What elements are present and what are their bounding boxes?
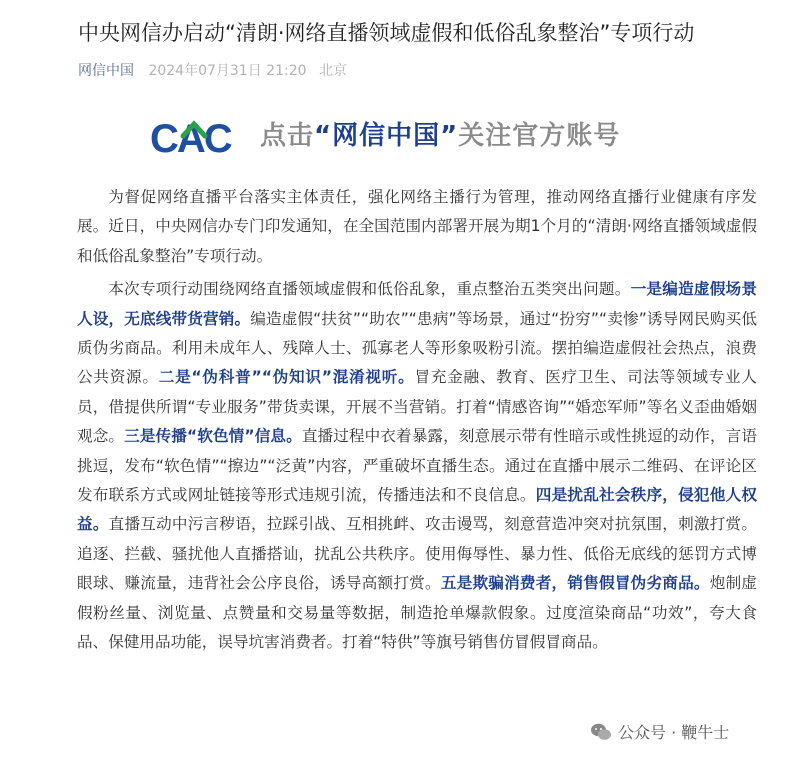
follow-banner[interactable]	[150, 112, 710, 162]
point-5-heading: 五是欺骗消费者，销售假冒伪劣商品。	[440, 574, 710, 593]
point-2-heading: 二是“伪科普”“伪知识”混淆视听。	[158, 368, 415, 387]
publish-location: 北京	[318, 63, 347, 79]
logo-letters: CAC	[150, 117, 231, 158]
point-4-text: 直播互动中污言秽语，拉踩引战、互相挑衅、攻击谩骂，刻意营造冲突对抗氛围，刺激打赏。追逐、拦截、骚扰他人直播搭讪，扰乱公共秩序。使用侮辱性、暴力性、低俗无底线的惩罚方式博眼球、赚流量，违背社会公序良俗，诱导高额打赏。	[77, 515, 757, 593]
article-body	[77, 183, 757, 662]
source-watermark	[590, 718, 729, 748]
banner-prefix: 点击	[260, 121, 315, 151]
point-4-heading: 四是扰乱社会秩序，侵犯他人权益。	[77, 486, 757, 534]
point-5-text: 炮制虚假粉丝量、浏览量、点赞量和交易量等数据，制造抢单爆款假象。过度渲染商品“功效”，夸大食品、保健用品功能，误导坑害消费者。打着“特供”等旗号销售仿冒假冒商品。	[77, 574, 757, 652]
p2-intro: 本次专项行动围绕网络直播领域虚假和低俗乱象，重点整治五类突出问题。	[108, 280, 631, 299]
article-title: 中央网信办启动“清朗·网络直播领域虚假和低俗乱象整治”专项行动	[78, 21, 695, 45]
article-meta	[78, 61, 347, 81]
point-2-text: 冒充金融、教育、医疗卫生、司法等领域专业人员，借提供所谓“专业服务”带货卖课，开展不当营销。打着“情感咨询”“婚恋军师”等名义歪曲婚姻观念。	[77, 368, 757, 446]
point-3-text: 直播过程中衣着暴露，刻意展示带有性暗示或性挑逗的动作，言语挑逗，发布“软色情”“擦边”“泛黄”内容，严重破坏直播生态。通过在直播中展示二维码、在评论区发布联系方式或网址链接等形式违规引流，传播违法和不良信息。	[77, 427, 757, 505]
banner-text	[260, 116, 620, 156]
banner-highlight: “网信中国”	[314, 121, 459, 151]
point-1-heading: 一是编造虚假场景人设，无底线带货营销。	[77, 280, 757, 328]
paragraph-1: 为督促网络直播平台落实主体责任，强化网络主播行为管理，推动网络直播行业健康有序发展。近日，中央网信办专门印发通知，在全国范围内部署开展为期1个月的“清朗·网络直播领域虚假和低俗乱象整治”专项行动。	[77, 188, 757, 265]
point-1-text: 编造虚假“扶贫”“助农”“患病”等场景，通过“扮穷”“卖惨”诱导网民购买低质伪劣商品。利用未成年人、残障人士、孤寡老人等形象吸粉引流。摆拍编造虚假社会热点，浪费公共资源。	[77, 309, 757, 387]
cac-logo-icon	[150, 116, 238, 158]
banner-suffix: 关注官方账号	[458, 121, 621, 151]
wechat-icon	[590, 722, 612, 742]
point-3-heading: 三是传播“软色情”信息。	[124, 427, 302, 446]
account-name-link[interactable]: 网信中国	[78, 63, 134, 79]
watermark-text: 公众号 · 鞭牛士	[618, 723, 730, 742]
publish-time: 2024年07月31日 21:20	[148, 63, 307, 79]
paragraph-2	[77, 275, 757, 657]
